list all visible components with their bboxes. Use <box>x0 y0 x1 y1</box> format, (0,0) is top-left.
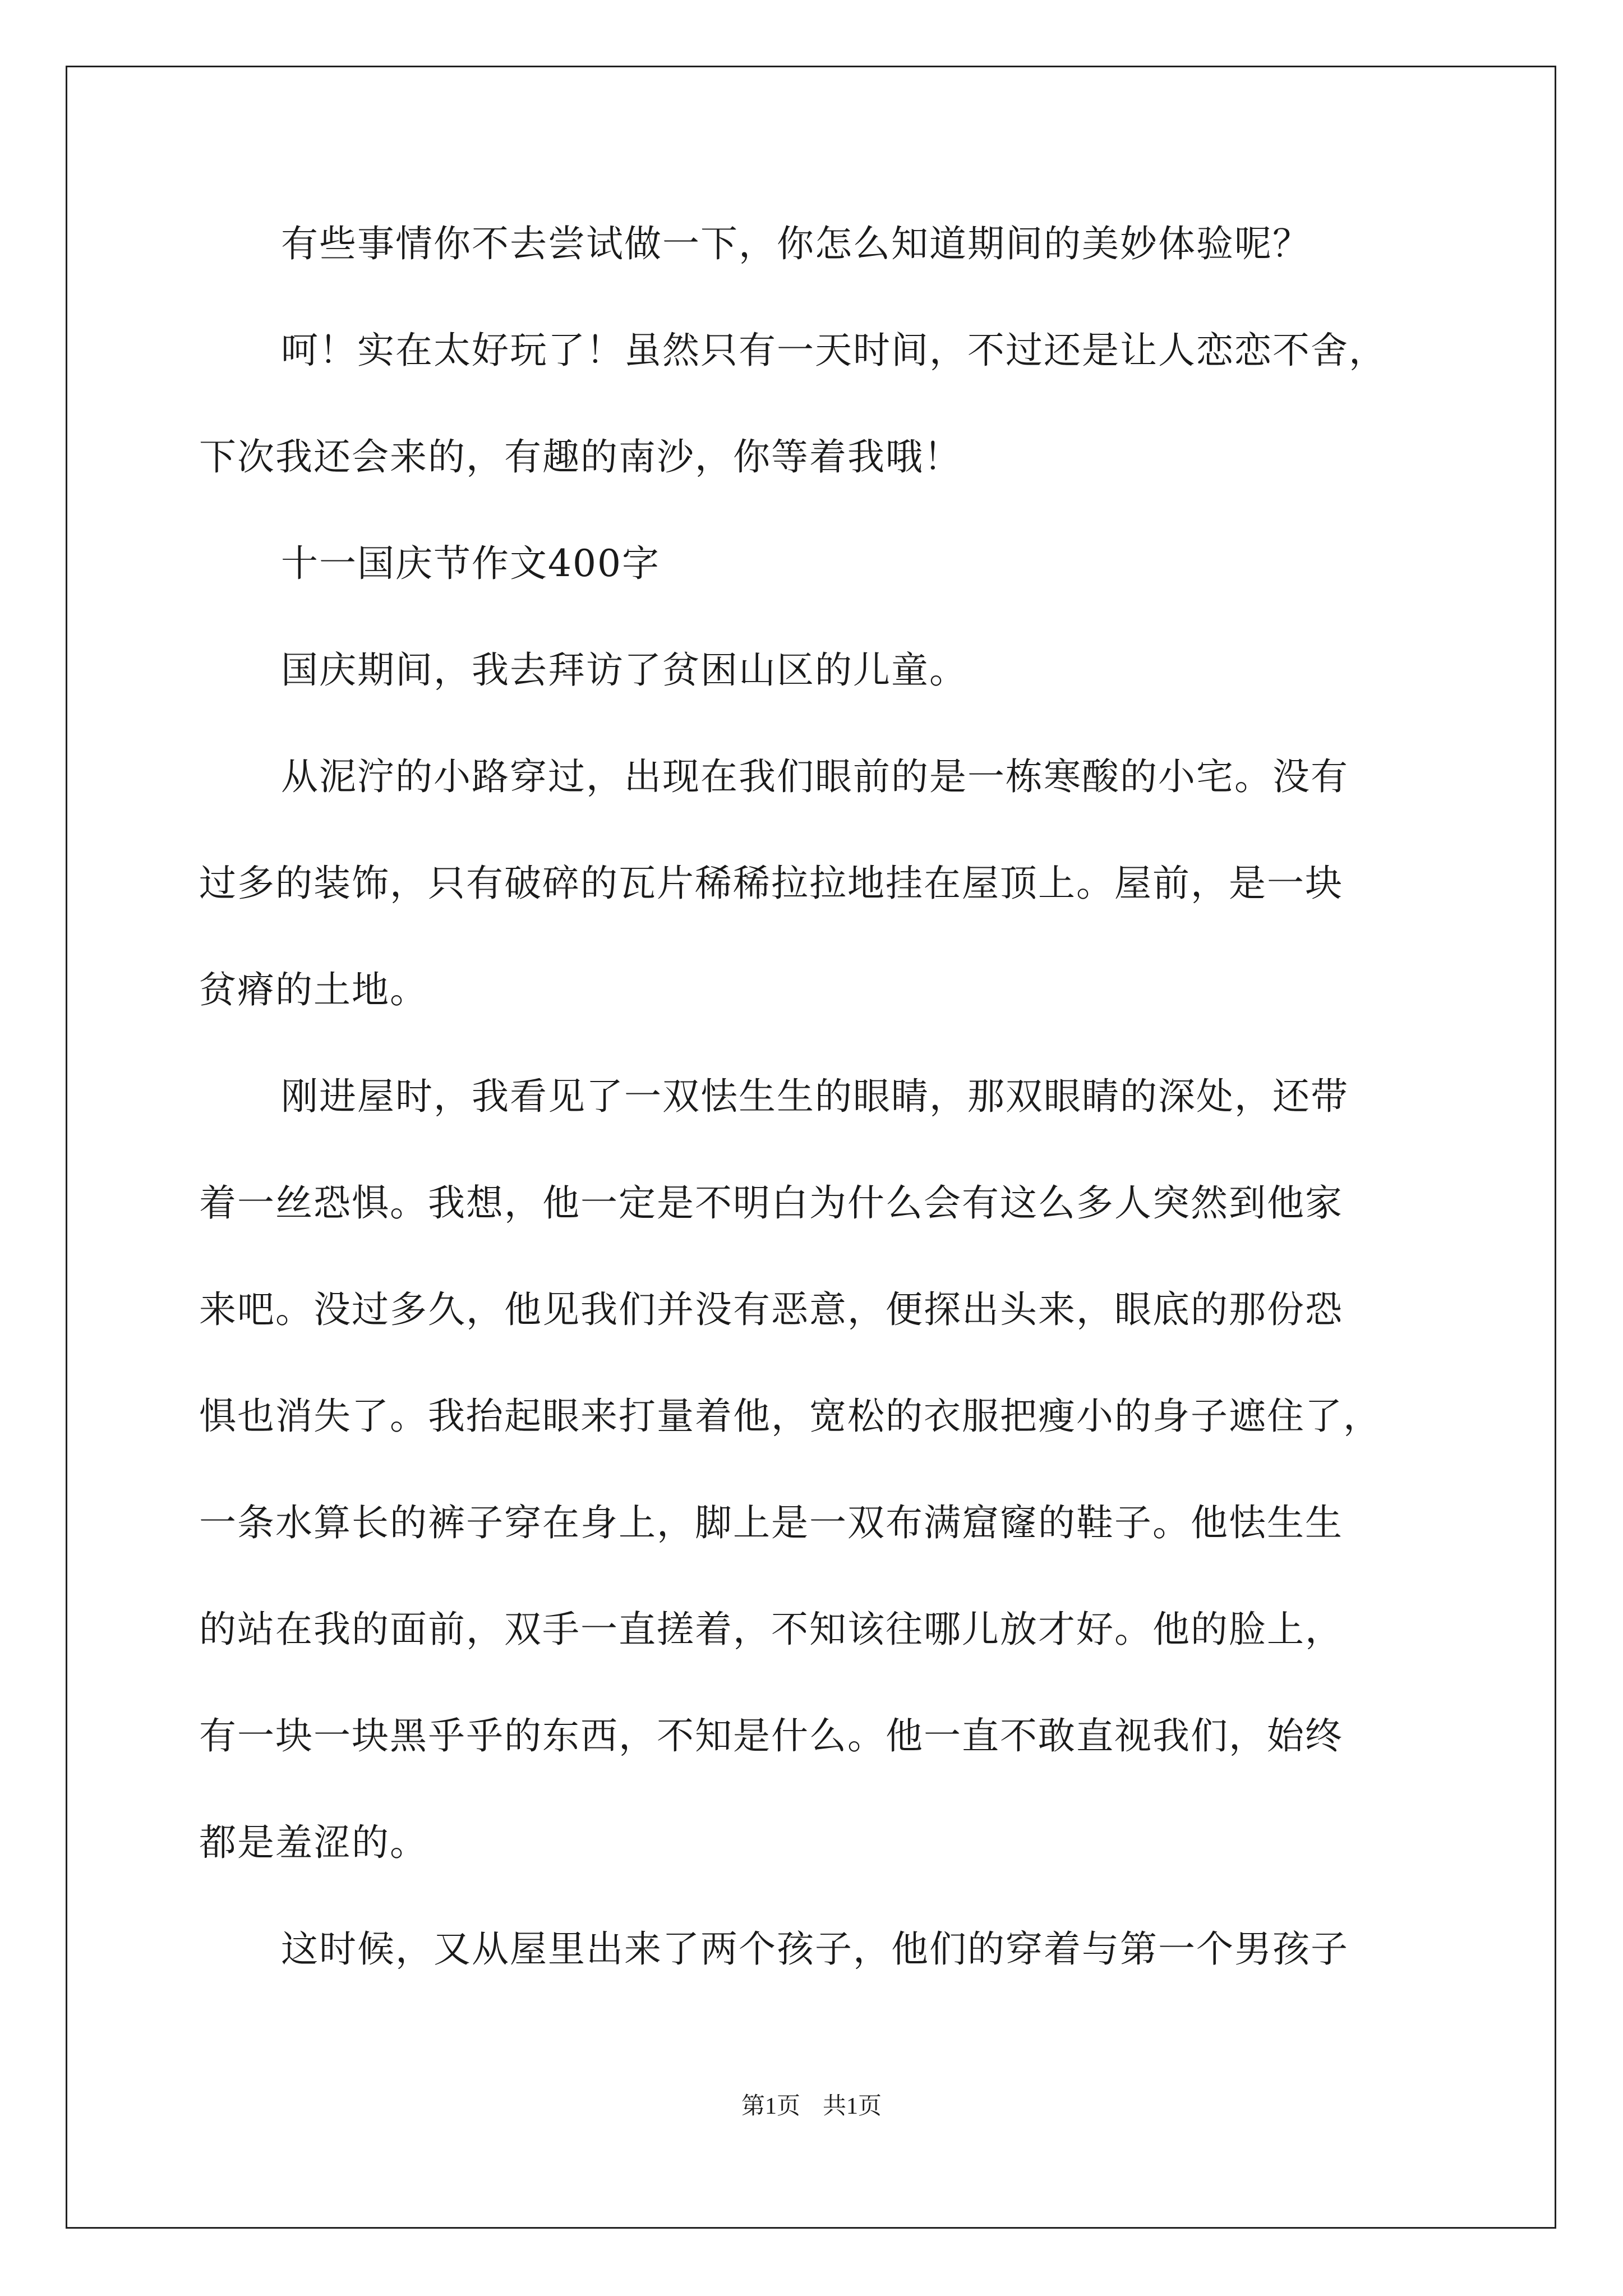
text-line: 贫瘠的土地。 <box>199 968 428 1011</box>
page-border <box>66 66 1556 2229</box>
page-total: 共1页 <box>823 2093 882 2119</box>
text-line: 惧也消失了。我抬起眼来打量着他，宽松的衣服把瘦小的身子遮住了， <box>199 1395 1381 1438</box>
section-heading: 十一国庆节作文400字 <box>281 542 660 585</box>
text-line: 这时候，又从屋里出来了两个孩子，他们的穿着与第一个男孩子 <box>281 1927 1349 1971</box>
text-line: 来吧。没过多久，他见我们并没有恶意，便探出头来，眼底的那份恐 <box>199 1288 1343 1331</box>
text-line: 的站在我的面前，双手一直搓着，不知该往哪儿放才好。他的脸上， <box>199 1608 1343 1651</box>
text-line: 有一块一块黑乎乎的东西，不知是什么。他一直不敢直视我们，始终 <box>199 1714 1343 1757</box>
text-line: 呵！实在太好玩了！虽然只有一天时间，不过还是让人恋恋不舍， <box>281 329 1387 372</box>
text-line: 国庆期间，我去拜访了贫困山区的儿童。 <box>281 648 967 692</box>
text-line: 刚进屋时，我看见了一双怯生生的眼睛，那双眼睛的深处，还带 <box>281 1075 1349 1118</box>
text-line: 有些事情你不去尝试做一下，你怎么知道期间的美妙体验呢？ <box>281 222 1311 265</box>
text-line: 着一丝恐惧。我想，他一定是不明白为什么会有这么多人突然到他家 <box>199 1181 1343 1225</box>
text-line: 下次我还会来的，有趣的南沙，你等着我哦！ <box>199 435 962 478</box>
text-line: 一条水算长的裤子穿在身上，脚上是一双布满窟窿的鞋子。他怯生生 <box>199 1501 1343 1544</box>
text-line: 过多的装饰，只有破碎的瓦片稀稀拉拉地挂在屋顶上。屋前，是一块 <box>199 862 1343 905</box>
page-number: 第1页 <box>741 2093 800 2119</box>
text-line: 从泥泞的小路穿过，出现在我们眼前的是一栋寒酸的小宅。没有 <box>281 755 1349 798</box>
text-line: 都是羞涩的。 <box>199 1821 428 1864</box>
page-footer <box>0 2090 1623 2123</box>
